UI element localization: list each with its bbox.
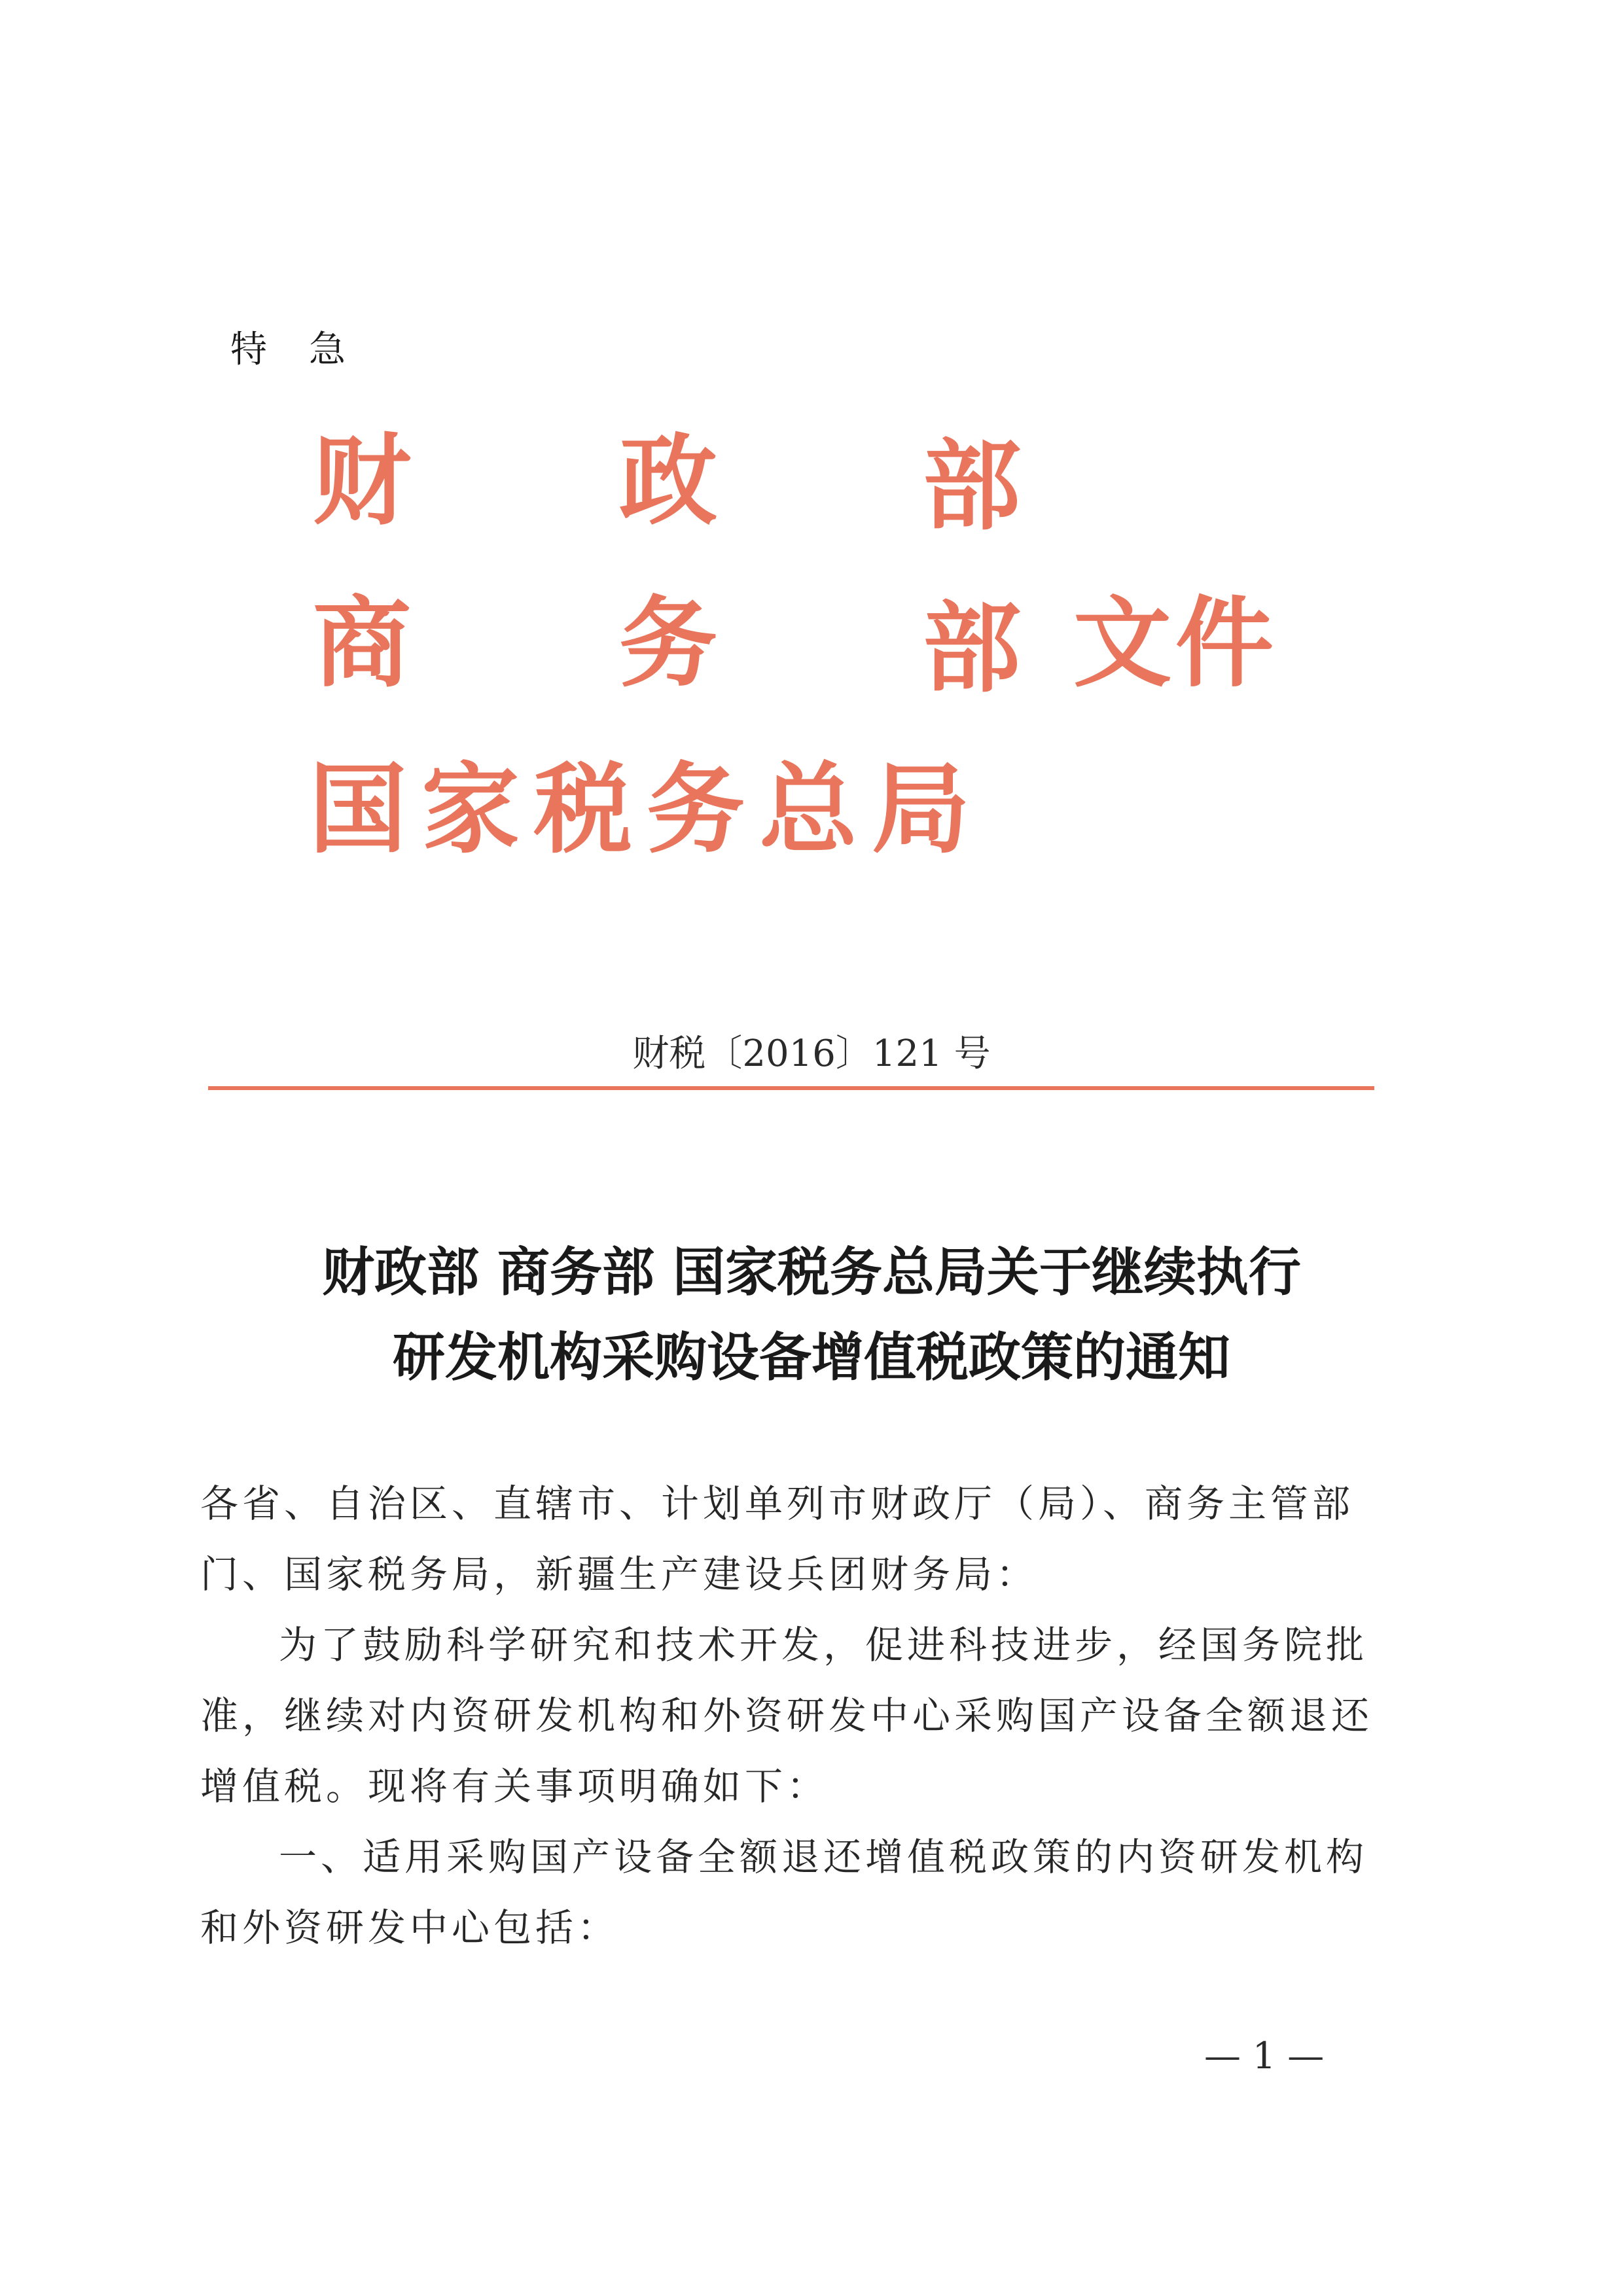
addressee: 各省、自治区、直辖市、计划单列市财政厅（局）、商务主管部门、国家税务局，新疆生产建设兵团财务局： [200, 1481, 1355, 1597]
page-number: — 1 — [1204, 2035, 1325, 2077]
body-text [200, 1468, 1378, 1963]
header-char-wu: 务 [619, 586, 718, 701]
title-line-2: 研发机构采购设备增值税政策的通知 [393, 1327, 1230, 1388]
header-char-shang: 商 [313, 586, 412, 701]
header-sat: 国家税务总局 [309, 752, 985, 867]
header-char-bu-2: 部 [923, 591, 1022, 706]
paragraph-1: 为了鼓励科学研究和技术开发，促进科技进步，经国务院批准，继续对内资研发机构和外资研发中心采购国产设备全额退还增值税。现将有关事项明确如下： [200, 1623, 1374, 1809]
urgency-mark: 特急 [230, 328, 387, 371]
header-char-zheng: 政 [619, 423, 718, 539]
title-line-1: 财政部 商务部 国家税务总局关于继续执行 [322, 1242, 1301, 1303]
header-char-cai: 财 [313, 423, 412, 539]
paragraph-2: 一、适用采购国产设备全额退还增值税政策的内资研发机构和外资研发中心包括： [200, 1835, 1368, 1950]
header-char-bu-1: 部 [923, 429, 1022, 544]
red-divider-line [208, 1086, 1374, 1090]
document-number: 财税〔2016〕121 号 [632, 1033, 991, 1075]
header-wenjian: 文件 [1073, 586, 1278, 701]
